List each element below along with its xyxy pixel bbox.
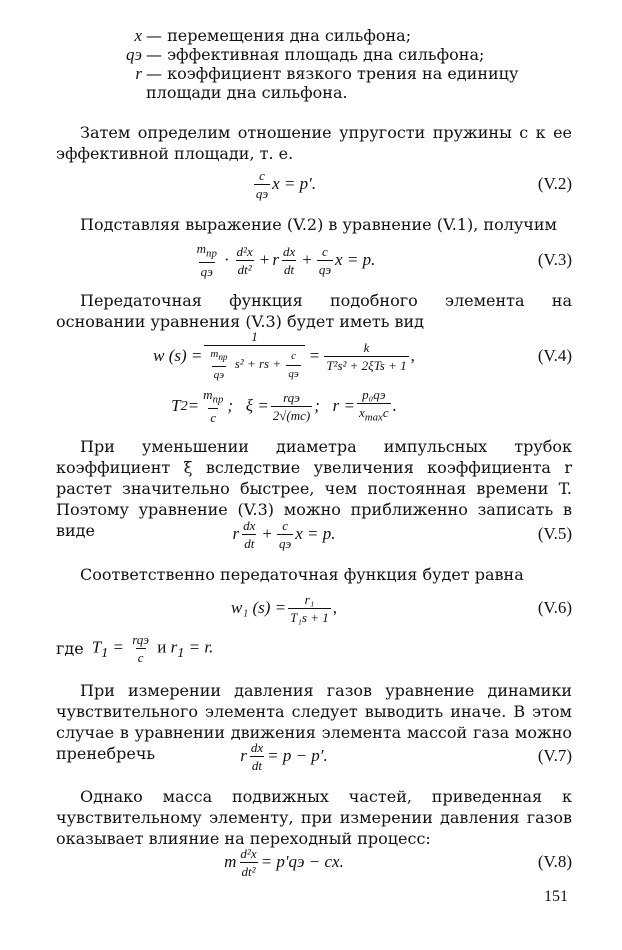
equation-label: (V.3) <box>537 250 572 269</box>
equation-tail: x = p. <box>335 250 376 269</box>
paragraph-6: где $T_1$ = $\frac{\text{rqэ}}{c}$ и $r_1 = r$. <box>56 632 214 665</box>
equation-lhs: w (s) = <box>153 346 203 365</box>
equation-params <box>56 386 572 426</box>
equation-tail: = p − p′. <box>267 746 328 765</box>
definition-x <box>118 26 578 45</box>
equation-body: w₁ (s) = $\frac{\text{r₁}}{\text{T₁s + 1}}$ , <box>230 591 337 625</box>
definition-symbol: qэ <box>126 45 142 64</box>
paragraph-6-prefix: где <box>56 639 84 658</box>
definition-text: — эффективная площадь дна сильфона; <box>146 45 485 64</box>
equation-v8 <box>56 842 572 882</box>
equation-v5 <box>56 514 572 554</box>
definition-symbol: x <box>134 26 142 45</box>
equation-body: m $\frac{\text{d²x}}{\text{dt²}}$ = p′qэ − cx. <box>224 845 344 879</box>
equation-label: (V.4) <box>537 346 572 365</box>
equation-label: (V.2) <box>537 174 572 193</box>
equation-tail: x = p′. <box>272 174 317 193</box>
equation-v4 <box>56 328 572 382</box>
paragraph-5: Соответственно передаточная функция будет равна <box>80 565 524 584</box>
page-number: 151 <box>544 888 568 905</box>
paragraph-8: Однако масса подвижных частей, приведенная к чувствительному элементу, при измерении давления газов оказывает влияние на переходный процесс: <box>56 787 572 848</box>
paragraph-7: При измерении давления газов уравнение динамики чувствительного элемента следует выводить иначе. В этом случае в уравнении движения элемента массой газа можно пренебречь <box>56 681 572 763</box>
equation-body: $\frac{m_{пр}}{qэ}$ · $\frac{\text{d²x}}{\text{dt²}}$ + r $\frac{dx}{dt}$ + $\frac{c}{qэ}$ x = p. <box>196 240 376 280</box>
equation-label: (V.5) <box>537 524 572 543</box>
paragraph-3: Передаточная функция подобного элемента на основании уравнения (V.3) будет иметь вид <box>56 291 572 331</box>
equation-tail: x = p. <box>295 524 336 543</box>
equation-v6 <box>56 588 572 628</box>
equation-label: (V.6) <box>537 598 572 617</box>
equation-body: $\frac{c}{qэ}$ x = p′. <box>255 167 317 201</box>
equation-body: r $\frac{dx}{dt}$ + $\frac{c}{qэ}$ x = p. <box>232 517 336 551</box>
definition-symbol: r <box>135 64 142 83</box>
definition-r <box>118 64 578 102</box>
equation-v2 <box>56 164 572 204</box>
definitions-list <box>118 26 578 102</box>
definition-text: — перемещения дна сильфона; <box>146 26 412 45</box>
equation-label: (V.7) <box>537 746 572 765</box>
equation-lhs: w₁ (s) = <box>230 598 287 617</box>
definition-text: — коэффициент вязкого трения на единицу площади дна сильфона. <box>146 64 519 102</box>
equation-v3 <box>56 240 572 280</box>
equation-body: r $\frac{dx}{dt}$ = p − p′. <box>240 739 328 773</box>
paragraph-4: При уменьшении диаметра импульсных трубок коэффициент ξ вследствие увеличения коэффициента r растет значительно быстрее, чем постоянная времени T. Поэтому уравнение (V.3) можно приближенно записать в виде <box>56 437 572 540</box>
equation-body: T 2 = $\frac{m_{пр}}{c}$ ; ξ = $\frac{\text{rqэ}}{2√(mc)}$ ; r = $\frac{\text{p₀qэ}}{x_{max}c}$ . <box>171 386 397 426</box>
paragraph-1: Затем определим отношение упругости пружины c к ее эффективной площади, т. е. <box>56 123 573 163</box>
equation-body: w (s) = 1 $\frac{m_{пр}}{qэ}$ s² + rs + $\frac{c}{qэ}$ = $\frac{k}{\text{T²s² + 2ξTs + 1}}$ , <box>153 328 415 382</box>
equation-tail: = p′qэ − cx. <box>260 852 344 871</box>
paragraph-2: Подставляя выражение (V.2) в уравнение (V.1), получим <box>80 215 557 234</box>
equation-v7 <box>56 736 572 776</box>
definition-q <box>118 45 578 64</box>
equation-label: (V.8) <box>537 852 572 871</box>
